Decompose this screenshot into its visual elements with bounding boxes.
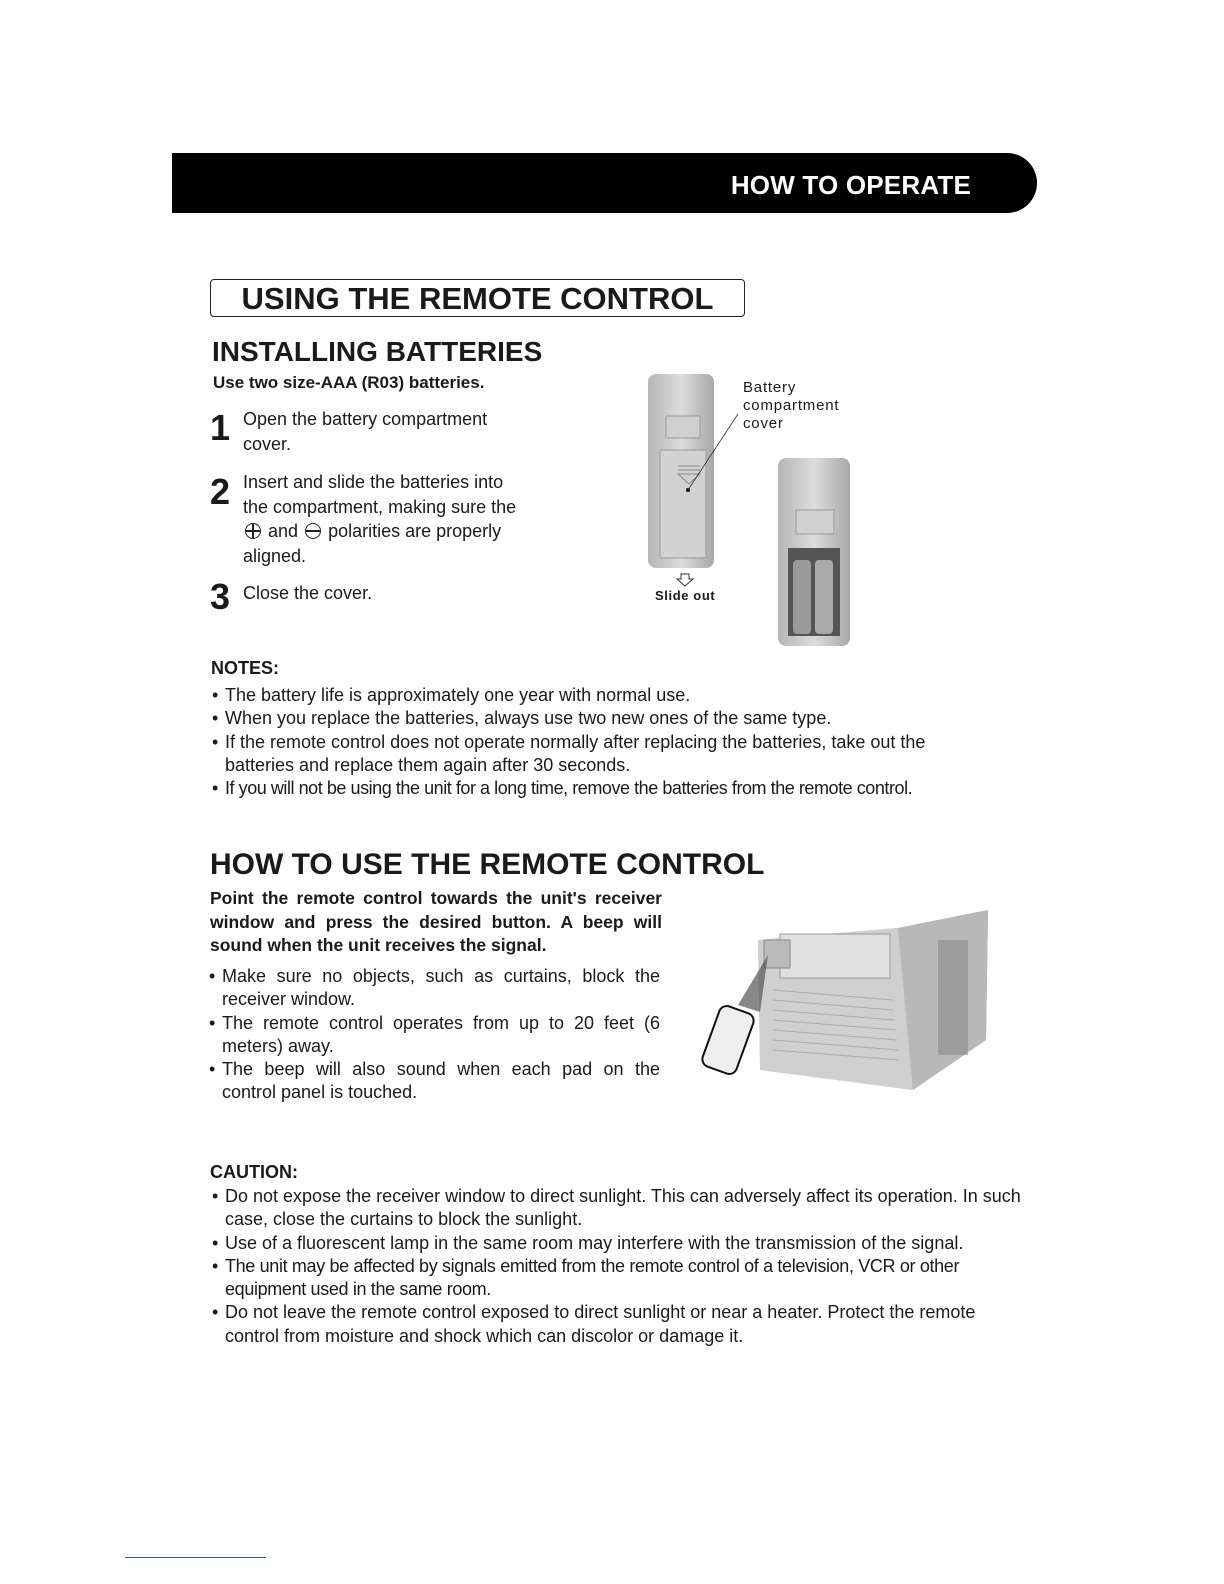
installing-heading: INSTALLING BATTERIES [212, 336, 543, 367]
howto-heading: HOW TO USE THE REMOTE CONTROL [210, 848, 765, 881]
step-2-text [243, 470, 533, 568]
howto-item: • The beep will also sound when each pad on the control panel is touched. [209, 1058, 660, 1105]
air-conditioner-illustration [688, 900, 993, 1100]
battery-cover-callout: Battery compartment cover [743, 379, 840, 432]
notes-label: NOTES: [211, 658, 280, 678]
caution-item: • Use of a fluorescent lamp in the same room may interfere with the transmission of the signal. [212, 1232, 1030, 1255]
installing-subheading: Use two size-AAA (R03) batteries. [213, 373, 485, 392]
slide-out-label: Slide out [655, 588, 716, 603]
step-2-text-c: polarities are properly aligned. [243, 521, 502, 566]
footer-rule [125, 1557, 266, 1558]
header-bar [172, 153, 1037, 213]
note-item: • If the remote control does not operate normally after replacing the batteries, take out the batteries and replace them again after 30 seconds. [212, 731, 982, 778]
header-title: HOW TO OPERATE [730, 170, 971, 200]
remote-open-compartment [778, 458, 850, 646]
notes-list [212, 684, 982, 800]
step-2-text-b: and [268, 521, 299, 541]
howto-list [209, 965, 660, 1105]
plus-polarity-icon [245, 523, 261, 539]
minus-polarity-icon [305, 523, 321, 539]
step-1-number: 1 [210, 407, 231, 448]
remote-back-cover [648, 374, 714, 568]
section-title: USING THE REMOTE CONTROL [210, 279, 745, 317]
note-item: • If you will not be using the unit for a long time, remove the batteries from the remote control. [212, 777, 982, 800]
remote-control-icon [700, 1004, 756, 1076]
howto-item: • Make sure no objects, such as curtains, block the receiver window. [209, 965, 660, 1012]
note-item: • The battery life is approximately one year with normal use. [212, 684, 982, 707]
caution-item: • The unit may be affected by signals emitted from the remote control of a television, VCR or other equipment used in the same room. [212, 1255, 1030, 1302]
howto-item: • The remote control operates from up to 20 feet (6 meters) away. [209, 1012, 660, 1059]
step-2-number: 2 [210, 471, 231, 512]
arrow-down-icon [677, 574, 693, 586]
caution-list [212, 1185, 1030, 1348]
step-1-text: Open the battery compartment cover. [243, 409, 488, 454]
howto-intro: Point the remote control towards the unit's receiver window and press the desired button. A beep will sound when the unit receives the signal. [210, 888, 662, 955]
step-2-text-a: Insert and slide the batteries into the compartment, making sure the [243, 472, 517, 517]
caution-label: CAUTION: [210, 1162, 298, 1182]
step-3-text: Close the cover. [243, 583, 373, 603]
caution-item: • Do not expose the receiver window to direct sunlight. This can adversely affect its operation. In such case, close the curtains to block the sunlight. [212, 1185, 1030, 1232]
caution-item: • Do not leave the remote control exposed to direct sunlight or near a heater. Protect the remote control from moisture and shock which can discolor or damage it. [212, 1301, 1030, 1348]
note-item: • When you replace the batteries, always use two new ones of the same type. [212, 707, 982, 730]
step-3-number: 3 [210, 576, 231, 617]
